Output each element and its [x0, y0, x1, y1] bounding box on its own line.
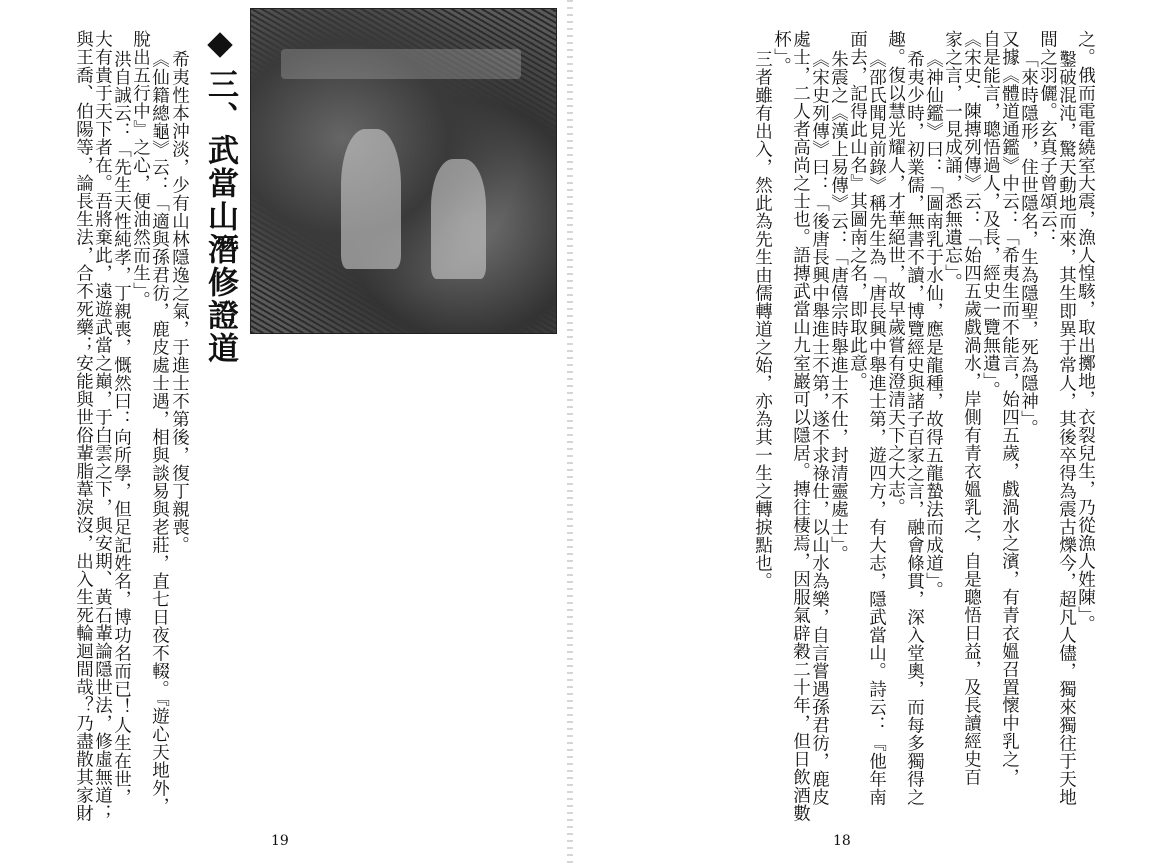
- right-page: [581, 0, 1162, 865]
- diamond-bullet-icon: [207, 32, 232, 57]
- text-column: 《神仙鑑》曰：「圖南乳于水仙，應是龍種，故得五龍蟄法而成道」。: [923, 50, 944, 600]
- illustration-image: [250, 8, 557, 334]
- text-column: 間之羽儷。玄真子曾頌云：: [1037, 30, 1058, 246]
- text-column: 處士，二人者高尚之士也。語摶武當山九室巖可以隱居。摶往棲焉，因服氣辟穀二十年，但日飲酒數: [790, 30, 811, 822]
- section-heading-text: 三、武當山潛修證道: [202, 68, 238, 365]
- text-column: 《宋史列傳》曰：「後唐長興中舉進士不第，遂不求祿仕，以山水為樂，自言嘗遇孫君彷，鹿皮: [809, 50, 830, 806]
- text-column: 與王喬、伯陽等，論長生法，合不死藥；安能與世俗輩脂葦淚沒，出入生死輪迴間哉？乃盡散其家財: [73, 30, 94, 822]
- text-column: 《宋史．陳摶列傳》云：「始四五歲戲渦水，岸側有青衣媼乳之，自是聰悟日益，及長讀經史百: [961, 30, 982, 786]
- page-number-right: 18: [833, 833, 851, 849]
- text-column: 自是能言，聰悟過人，及長，經史一覽無遺」。: [980, 30, 1001, 400]
- text-column: 三者雖有出入，然此為先生由儒轉道之始，亦為其一生之轉捩點也。: [752, 50, 773, 590]
- page-gutter: [567, 0, 573, 865]
- text-column: 大有貴于天下者在。吾將棄此，遠遊武當之巔，于白雲之下，與安期、黃石輩論隱世法，修虛無道；: [92, 30, 113, 822]
- text-column: 之。俄而電電繞室大震，漁人惶駭，取出擲地，衣裂兒生，乃從漁人姓陳」。: [1075, 30, 1096, 634]
- text-column: 希夷少時，初業儒，無書不讀，博覽經史與諸子百家之言，融會條貫，深入堂奧，而每多獨得之: [904, 50, 925, 806]
- text-column: 趣。復以慧光耀人，才華絕世，故早歲嘗有澄清天下之大志。: [885, 30, 906, 516]
- text-column: 家之言，一見成誦，悉無遺忘」。: [942, 30, 963, 292]
- text-column: 希夷性本沖淡，少有山林隱逸之氣，于進士不第後，復丁親喪。: [169, 50, 190, 554]
- text-column: 《邵氏聞見前錄》稱先生為「唐長興中舉進士第，遊四方，有大志，隱武當山。詩云：『他年南: [866, 50, 887, 806]
- text-column: 洪自誠云：「先生天性純孝，丁親喪，慨然曰：向所學，但足記姓名，博功名而已！人生在世，: [111, 50, 132, 806]
- text-column: 《仙籍總龜》云：「適與孫君彷，鹿皮處士遇，相與談易與老莊，直七日夜不輟。『遊心天地外，: [149, 50, 170, 816]
- text-column: 脫出五行中』之心，便油然而生」。: [130, 30, 151, 310]
- text-column: 朱震之《漢上易傳》云：「唐僖宗時舉進士不仕，封清靈處士」。: [828, 50, 849, 564]
- section-heading: [198, 30, 243, 365]
- text-column: 鑿破混沌，驚天動地而來，其生即異于常人，其後卒得為震古爍今，超凡人儘，獨來獨往于天地: [1056, 50, 1077, 806]
- text-column: 「來時隱形，住世隱名，生為隱聖，死為隱神」。: [1018, 50, 1039, 438]
- text-column: 杯」。: [771, 30, 792, 76]
- text-column: 面去，記得此山名』其圖南之名，即取此意。: [847, 30, 868, 390]
- page-number-left: 19: [271, 833, 289, 849]
- text-column: 又據《體道通鑑》中云：「希夷生而不能言，始四五歲，戲渦水之濱，有青衣媼召置懷中乳之，: [999, 30, 1020, 786]
